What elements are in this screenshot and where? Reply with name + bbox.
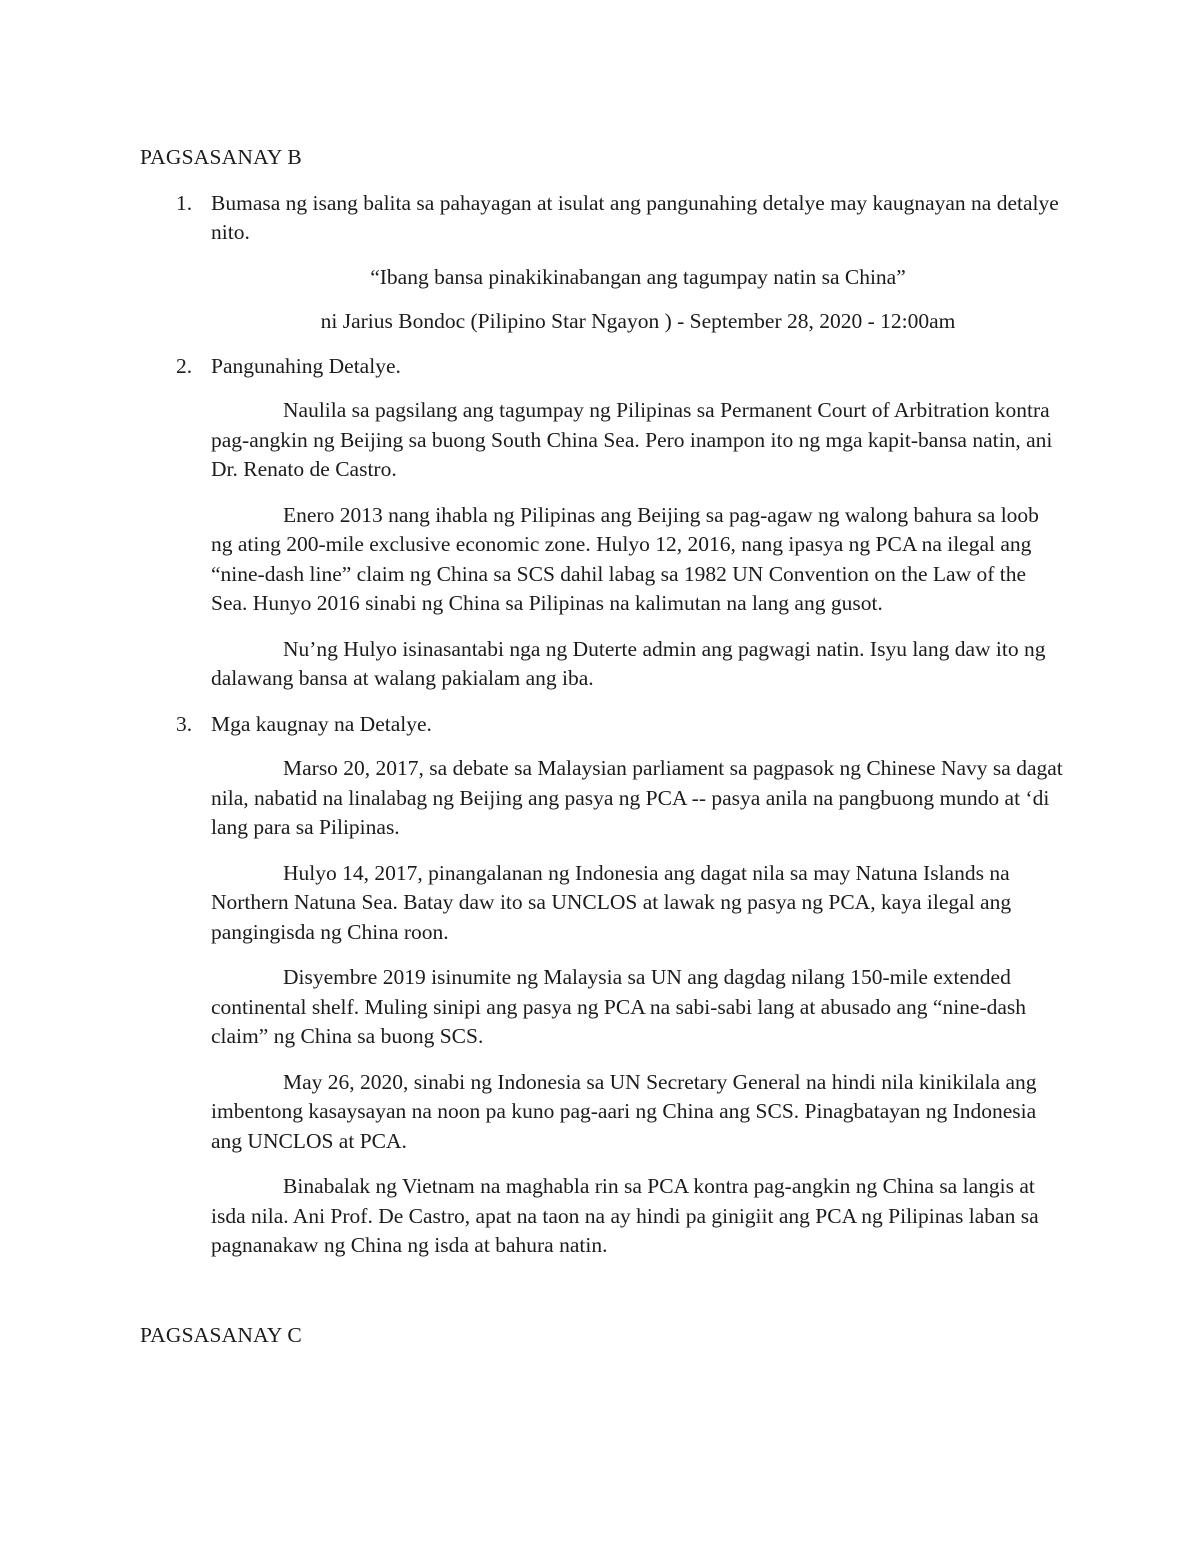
paragraph: Binabalak ng Vietnam na maghabla rin sa PCA kontra pag-angkin ng China sa langis at isda nila. Ani Prof. De Castro, apat na taon na ay hindi pa ginigiit ang PCA ng Pilipinas laban sa pagnanakaw ng China ng isda at bahura natin. [211,1174,1039,1257]
paragraph: May 26, 2020, sinabi ng Indonesia sa UN Secretary General na hindi nila kinikilala ang imbentong kasaysayan na noon pa kuno pag-aari ng China ang SCS. Pinagbatayan ng Indonesia ang UNCLOS at PCA. [211,1069,1037,1153]
list-number: 2. [176,353,193,378]
article-title: “Ibang bansa pinakikinabangan ang tagumpay natin sa China” [370,264,906,289]
item-1-text: Bumasa ng isang balita sa pahayagan at isulat ang pangunahing detalye may kaugnayan na detalye nito. [211,190,1059,244]
document-body [140,143,1065,1350]
list-item-2 [140,352,1065,382]
paragraph: Enero 2013 nang ihabla ng Pilipinas ang Beijing sa pag-agaw ng walong bahura sa loob ng ating 200-mile exclusive economic zone. Hulyo 12, 2016, nang ipasya ng PCA na ilegal ang “nine-dash line” claim ng China sa SCS dahil labag sa 1982 UN Convention on the Law of the Sea. Hunyo 2016 sinabi ng China sa Pilipinas na kalimutan na lang ang gusot. [211,502,1039,615]
item-2-text: Pangunahing Detalye. [211,353,401,378]
paragraph: Naulila sa pagsilang ang tagumpay ng Pilipinas sa Permanent Court of Arbitration kontra pag-angkin ng Beijing sa buong South China Sea. Pero inampon ito ng mga kapit-bansa natin, ani Dr. Renato de Castro. [211,398,1053,481]
list-item-1 [140,189,1065,248]
article-byline: ni Jarius Bondoc (Pilipino Star Ngayon ) - September 28, 2020 - 12:00am [320,309,956,333]
paragraph: Nu’ng Hulyo isinasantabi nga ng Duterte admin ang pagwagi natin. Isyu lang daw ito ng dalawang bansa at walang pakialam ang iba. [211,636,1046,690]
paragraph: Disyembre 2019 isinumite ng Malaysia sa UN ang dagdag nilang 150-mile extended continental shelf. Muling sinipi ang pasya ng PCA na sabi-sabi lang at abusado ang “nine-dash claim” ng China sa buong SCS. [211,965,1027,1048]
paragraph: Marso 20, 2017, sa debate sa Malaysian parliament sa pagpasok ng Chinese Navy sa dagat nila, nabatid na linalabag ng Beijing ang pasya ng PCA -- pasya anila na pangbuong mundo at ‘di lang para sa Pilipinas. [211,756,1063,839]
list-number: 1. [176,190,193,215]
section-b-heading: PAGSASANAY B [140,145,302,169]
section-c-heading: PAGSASANAY C [140,1322,302,1347]
list-number: 3. [176,711,193,736]
paragraph: Hulyo 14, 2017, pinangalanan ng Indonesia ang dagat nila sa may Natuna Islands na Northern Natuna Sea. Batay daw ito sa UNCLOS at lawak ng pasya ng PCA, kaya ilegal ang pangingisda ng China roon. [211,860,1012,944]
item-3-text: Mga kaugnay na Detalye. [211,711,432,736]
list-item-3 [140,710,1065,740]
